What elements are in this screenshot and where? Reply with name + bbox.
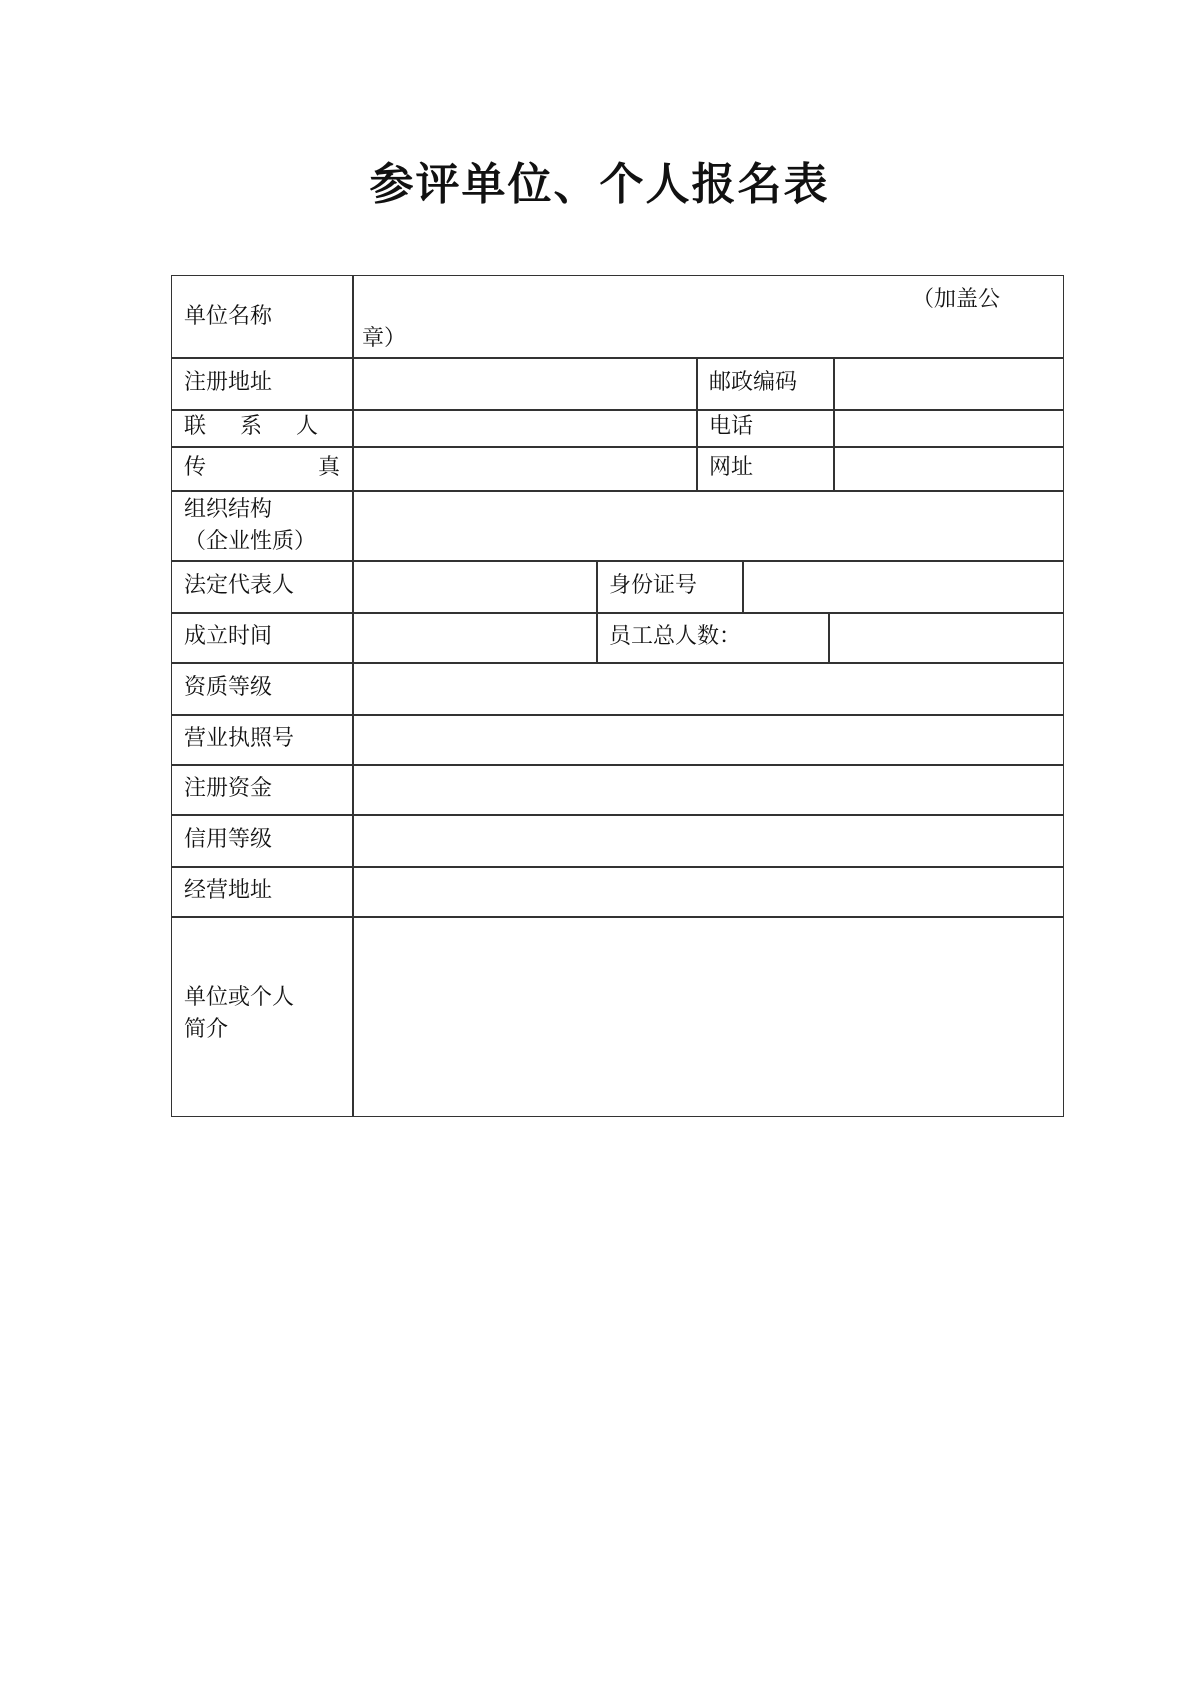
business-license-field[interactable] (354, 716, 1062, 764)
label-qualification: 资质等级 (184, 675, 273, 700)
label-credit-rating: 信用等级 (184, 827, 273, 852)
label-contact: 联 系 人 (184, 414, 325, 439)
reg-address-field[interactable] (354, 359, 695, 409)
label-reg-address: 注册地址 (184, 370, 273, 395)
label-org-structure-2: （企业性质） (184, 529, 317, 554)
label-website: 网址 (709, 455, 754, 480)
credit-rating-field[interactable] (354, 816, 1062, 866)
label-id-number: 身份证号 (609, 573, 698, 598)
label-biz-address: 经营地址 (184, 878, 273, 903)
label-legal-rep: 法定代表人 (184, 573, 295, 598)
biz-address-field[interactable] (354, 868, 1062, 916)
contact-field[interactable] (354, 411, 695, 446)
reg-capital-field[interactable] (354, 766, 1062, 814)
label-intro-2: 简介 (184, 1017, 229, 1042)
label-fax-b: 真 (318, 455, 341, 480)
employee-count-field[interactable] (830, 614, 1062, 662)
label-postal-code: 邮政编码 (709, 370, 798, 395)
intro-field[interactable] (354, 918, 1062, 1114)
column-divider (696, 357, 698, 491)
org-structure-field[interactable] (354, 492, 1062, 560)
legal-rep-field[interactable] (354, 562, 595, 612)
postal-code-field[interactable] (835, 359, 1062, 409)
label-fax-a: 传 (184, 455, 207, 480)
label-business-license: 营业执照号 (184, 726, 295, 751)
page-title: 参评单位、个人报名表 (369, 159, 830, 210)
seal-note-line1: （加盖公 (912, 287, 1001, 312)
phone-field[interactable] (835, 411, 1062, 446)
label-org-structure-1: 组织结构 (184, 497, 273, 522)
label-employee-count: 员工总人数： (609, 624, 742, 649)
label-intro-1: 单位或个人 (184, 985, 295, 1010)
label-phone: 电话 (709, 414, 754, 439)
label-unit-name: 单位名称 (184, 304, 273, 329)
seal-note-line2: 章） (362, 326, 407, 351)
qualification-field[interactable] (354, 664, 1062, 714)
id-number-field[interactable] (744, 562, 1062, 612)
registration-form-table (171, 275, 1064, 1117)
label-founded: 成立时间 (184, 624, 273, 649)
fax-field[interactable] (354, 448, 695, 490)
website-field[interactable] (835, 448, 1062, 490)
label-reg-capital: 注册资金 (184, 776, 273, 801)
column-divider (596, 560, 598, 663)
founded-field[interactable] (354, 614, 595, 662)
